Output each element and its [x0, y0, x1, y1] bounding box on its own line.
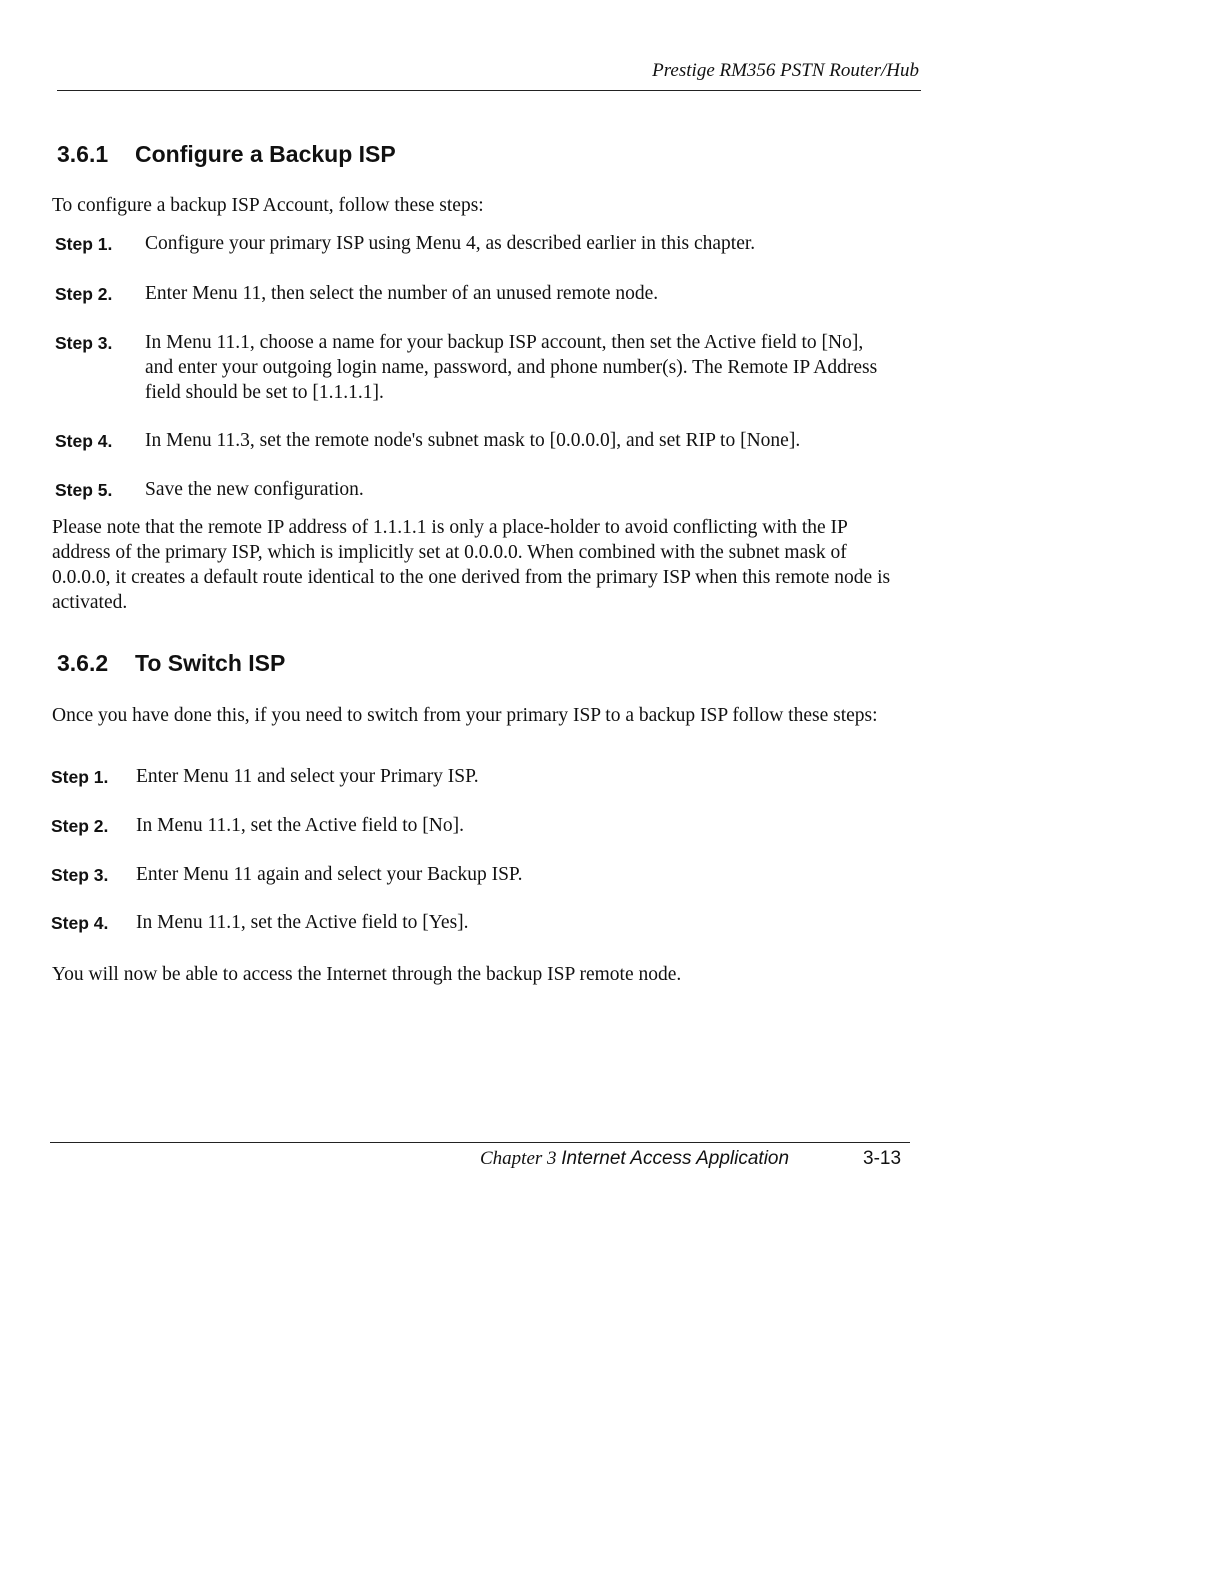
step-label: Step 1.	[55, 234, 113, 254]
section-title: To Switch ISP	[135, 650, 286, 676]
section-intro: Once you have done this, if you need to switch from your primary ISP to a backup ISP follow these steps:	[52, 705, 878, 726]
step-item	[51, 764, 891, 789]
note-paragraph: Please note that the remote IP address of 1.1.1.1 is only a place-holder to avoid conflicting with the IP address of the primary ISP, which is implicitly set at 0.0.0.0. When combined with the subnet mask of 0.0.0.0, it creates a default route identical to the one derived from the primary ISP when this remote node is activated.	[52, 517, 891, 613]
step-label: Step 1.	[51, 767, 109, 787]
step-label: Step 2.	[51, 816, 109, 836]
section-heading-backup-isp	[57, 141, 396, 168]
step-label: Step 3.	[55, 333, 113, 353]
footer-chapter-title: Internet Access Application	[561, 1148, 790, 1169]
step-item	[55, 281, 895, 306]
footer-chapter-label: Chapter 3	[480, 1148, 557, 1169]
step-item	[55, 231, 895, 256]
step-item	[55, 477, 895, 502]
step-text: Save the new configuration.	[145, 479, 364, 500]
step-item	[51, 862, 891, 887]
step-label: Step 2.	[55, 284, 113, 304]
step-label: Step 4.	[51, 913, 109, 933]
section-number: 3.6.2	[57, 650, 109, 676]
section-title: Configure a Backup ISP	[135, 141, 396, 167]
section-number: 3.6.1	[57, 141, 109, 167]
step-text: Enter Menu 11 and select your Primary ISP.	[136, 766, 479, 787]
step-text: In Menu 11.1, set the Active field to [Yes].	[136, 912, 469, 933]
step-text: Enter Menu 11, then select the number of an unused remote node.	[145, 283, 659, 304]
step-text: In Menu 11.1, choose a name for your backup ISP account, then set the Active field to [No], and enter your outgoing login name, password, and phone number(s). The Remote IP Address field should be set to [1.1.1.1].	[145, 332, 878, 403]
section-heading-switch-isp	[57, 650, 285, 677]
step-text: In Menu 11.1, set the Active field to [No].	[136, 815, 464, 836]
header-rule	[57, 90, 921, 91]
step-label: Step 3.	[51, 865, 109, 885]
step-text: Enter Menu 11 again and select your Backup ISP.	[136, 864, 523, 885]
running-header: Prestige RM356 PSTN Router/Hub	[652, 60, 919, 81]
step-label: Step 5.	[55, 480, 113, 500]
section-intro: To configure a backup ISP Account, follow these steps:	[52, 195, 484, 216]
page-number: 3-13	[863, 1148, 902, 1169]
step-item	[55, 330, 895, 405]
step-item	[51, 813, 891, 838]
step-item	[51, 910, 891, 935]
step-item	[55, 428, 895, 453]
step-text: In Menu 11.3, set the remote node's subnet mask to [0.0.0.0], and set RIP to [None].	[145, 430, 801, 451]
footer-rule	[50, 1142, 910, 1143]
page-footer	[480, 1148, 902, 1170]
step-text: Configure your primary ISP using Menu 4, as described earlier in this chapter.	[145, 233, 756, 254]
closing-paragraph: You will now be able to access the Internet through the backup ISP remote node.	[52, 964, 682, 985]
step-label: Step 4.	[55, 431, 113, 451]
